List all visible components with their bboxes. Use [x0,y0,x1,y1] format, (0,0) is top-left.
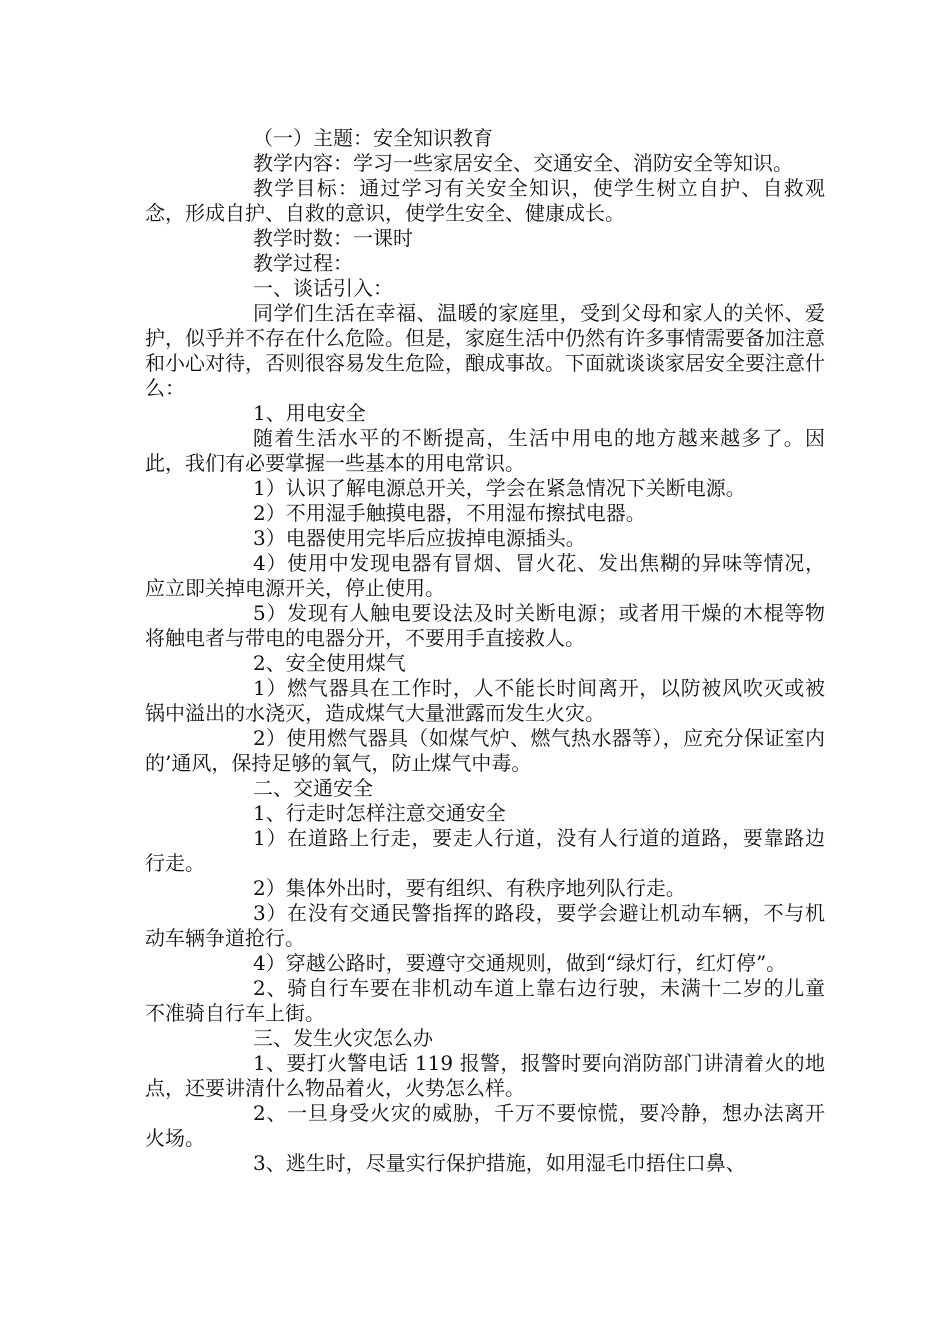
list-item-electric-3: 3）电器使用完毕后应拔掉电源插头。 [253,526,586,550]
list-item-fire-3: 3、逃生时，尽量实行保护措施，如用湿毛巾捂住口鼻、 [253,1151,746,1175]
section-title: （一）主题：安全知识教育 [253,126,493,150]
list-item-electric-4: 4）使用中发现电器有冒烟、冒火花、发出焦糊的异味等情况，应立即关掉电源开关，停止使用。 [145,551,825,600]
heading-traffic-safety: 二、交通安全 [253,776,373,800]
list-item-walking-2: 2）集体外出时，要有组织、有秩序地列队行走。 [253,876,686,900]
list-item-walking-3: 3）在没有交通民警指挥的路段，要学会避让机动车辆，不与机动车辆争道抢行。 [145,901,825,950]
heading-intro: 一、谈话引入： [253,276,393,300]
list-item-electric-1: 1）认识了解电源总开关，学会在紧急情况下关断电源。 [253,476,746,500]
paragraph-teaching-content: 教学内容：学习一些家居安全、交通安全、消防安全等知识。 [253,151,793,175]
heading-electric-safety: 1、用电安全 [253,401,366,425]
paragraph-bicycle: 2、骑自行车要在非机动车道上靠右边行驶，未满十二岁的儿童不准骑自行车上街。 [145,976,825,1025]
paragraph-electric-intro: 随着生活水平的不断提高，生活中用电的地方越来越多了。因此，我们有必要掌握一些基本的用电常识。 [145,426,825,475]
list-item-electric-5: 5）发现有人触电要设法及时关断电源；或者用干燥的木棍等物将触电者与带电的电器分开，不要用手直接救人。 [145,601,825,650]
list-item-walking-4: 4）穿越公路时，要遵守交通规则，做到“绿灯行，红灯停”。 [253,951,787,975]
document-body [145,126,825,1176]
paragraph-teaching-goal: 教学目标：通过学习有关安全知识，使学生树立自护、自救观念，形成自护、自救的意识，使学生安全、健康成长。 [145,176,825,225]
list-item-electric-2: 2）不用湿手触摸电器，不用湿布擦拭电器。 [253,501,646,525]
list-item-gas-1: 1）燃气器具在工作时，人不能长时间离开，以防被风吹灭或被锅中溢出的水浇灭，造成煤气大量泄露而发生火灾。 [145,676,825,725]
paragraph-intro: 同学们生活在幸福、温暖的家庭里，受到父母和家人的关怀、爱护，似乎并不存在什么危险。但是，家庭生活中仍然有许多事情需要备加注意和小心对待，否则很容易发生危险，酿成事故。下面就谈谈家居安全要注意什么： [145,301,825,400]
list-item-walking-1: 1）在道路上行走，要走人行道，没有人行道的道路，要靠路边行走。 [145,826,825,875]
paragraph-teaching-process: 教学过程： [253,251,353,275]
paragraph-teaching-hours: 教学时数：一课时 [253,226,413,250]
heading-walking-safety: 1、行走时怎样注意交通安全 [253,801,506,825]
list-item-fire-2: 2、一旦身受火灾的威胁，千万不要惊慌，要冷静，想办法离开火场。 [145,1101,825,1150]
list-item-gas-2: 2）使用燃气器具（如煤气炉、燃气热水器等），应充分保证室内的’通风，保持足够的氧气，防止煤气中毒。 [145,726,825,775]
heading-gas-safety: 2、安全使用煤气 [253,651,406,675]
heading-fire: 三、发生火灾怎么办 [253,1026,433,1050]
list-item-fire-1: 1、要打火警电话 119 报警，报警时要向消防部门讲清着火的地点，还要讲清什么物品着火，火势怎么样。 [145,1051,825,1100]
